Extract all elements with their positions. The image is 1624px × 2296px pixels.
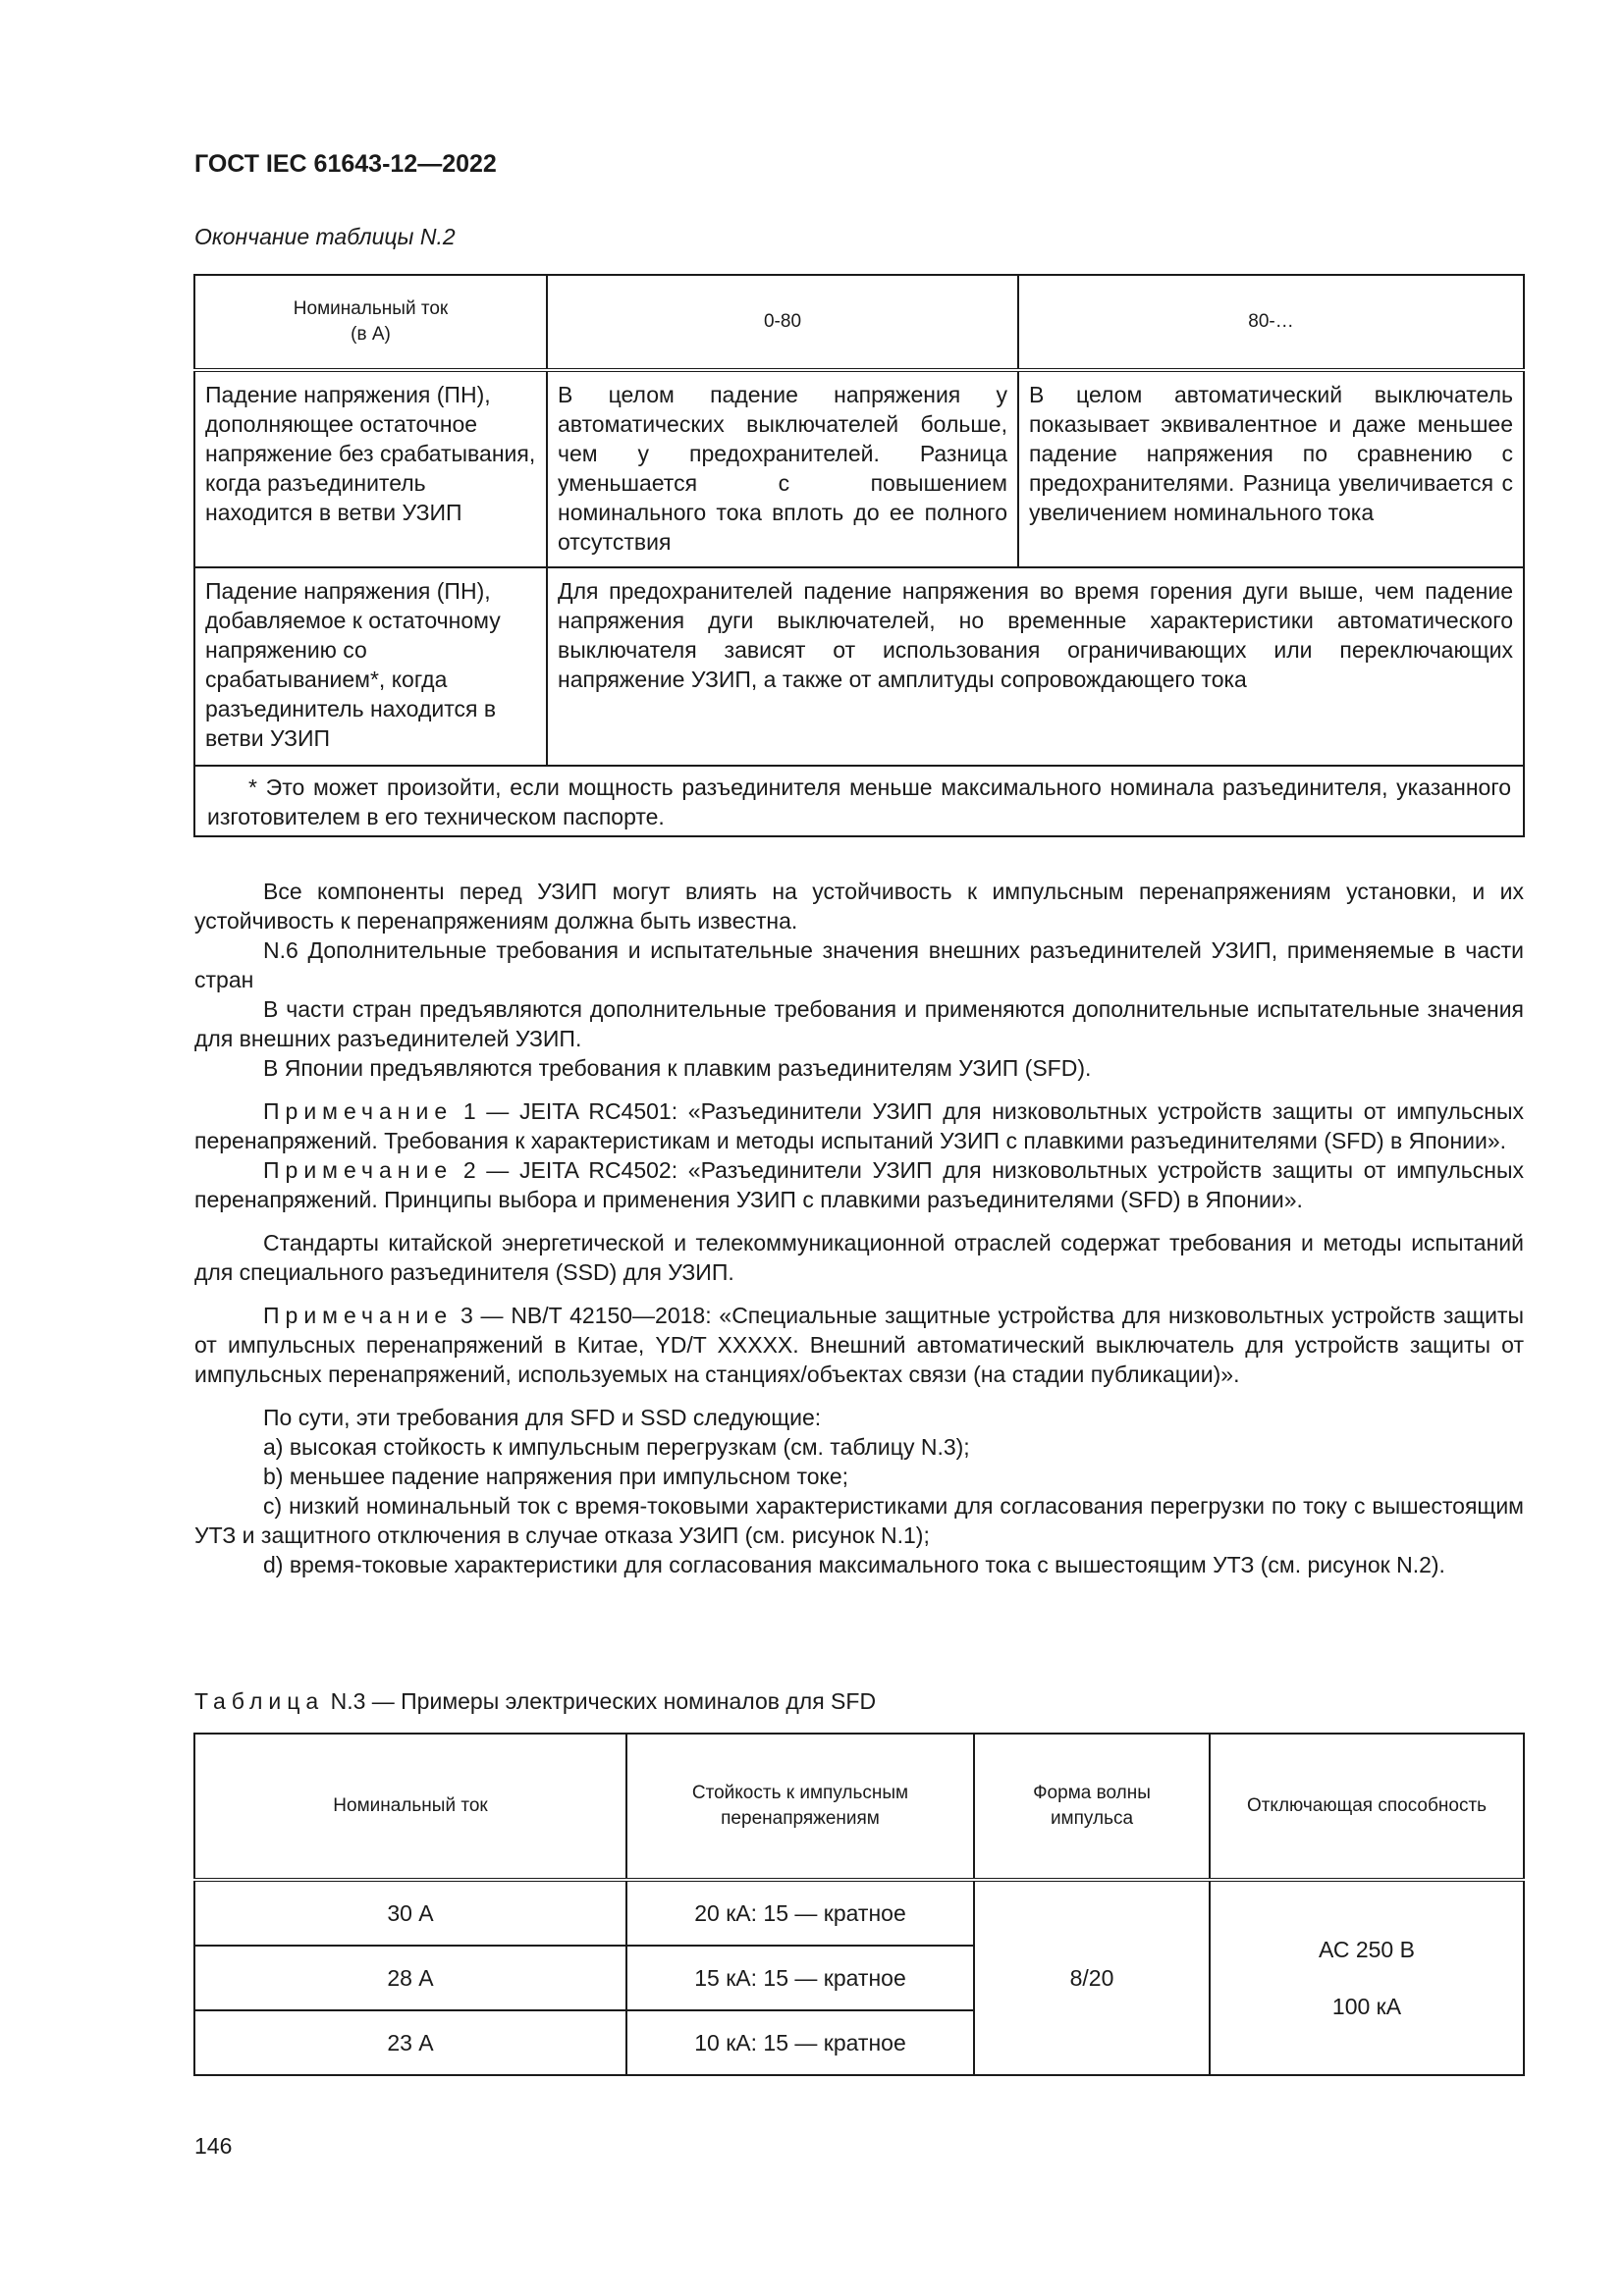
- header-breaking-capacity: Отключающая способность: [1210, 1734, 1524, 1880]
- table-n3-caption: [194, 1688, 876, 1715]
- note-text: 1 — JEITA RC4501: «Разъединители УЗИП для низковольтных устройств защиты от импульсных перенапряжений. Требования к характеристикам и методы испытаний УЗИП с плавкими разъединителями (SFD) в Японии».: [194, 1098, 1524, 1153]
- note-label: Примечание: [263, 1098, 454, 1124]
- header-surge-withstand: Стойкость к импульсным перенапряжениям: [626, 1734, 974, 1880]
- cell-waveform: 8/20: [974, 1880, 1210, 2075]
- paragraph: Все компоненты перед УЗИП могут влиять на устойчивость к импульсным перенапряжениям установки, и их устойчивость к перенапряжениям должна быть известна.: [194, 879, 1524, 934]
- note-label: Примечание: [263, 1157, 454, 1183]
- section-heading-n6: N.6 Дополнительные требования и испытательные значения внешних разъединителей УЗИП, применяемые в части стран: [194, 937, 1524, 992]
- list-item: c) низкий номинальный ток с время-токовыми характеристиками для согласования перегрузки по току с вышестоящим УТЗ и защитного отключения в случае отказа УЗИП (см. рисунок N.1);: [194, 1493, 1524, 1548]
- note-text: 2 — JEITA RC4502: «Разъединители УЗИП для низковольтных устройств защиты от импульсных перенапряжений. Принципы выбора и применения УЗИП с плавкими разъединителями (SFD) в Японии».: [194, 1157, 1524, 1212]
- list-item: a) высокая стойкость к импульсным перегрузкам (см. таблицу N.3);: [263, 1434, 970, 1460]
- table-row: [194, 370, 1524, 567]
- paragraph: По сути, эти требования для SFD и SSD следующие:: [263, 1405, 822, 1430]
- note-1: [194, 1096, 1524, 1155]
- row-label: Падение напряжения (ПН), добавляемое к остаточному напряжению со срабатыванием*, когда разъединитель находится в ветви УЗИП: [194, 567, 547, 766]
- body-text: [194, 877, 1524, 1579]
- table-header-row: [194, 275, 1524, 370]
- breaking-ka-value: 100 кА: [1331, 1994, 1402, 2019]
- paragraph: Стандарты китайской энергетической и телекоммуникационной отраслей содержат требования и методы испытаний для специального разъединителя (SSD) для УЗИП.: [194, 1230, 1524, 1285]
- table-header-row: [194, 1734, 1524, 1880]
- table-caption-text: N.3 — Примеры электрических номиналов для SFD: [324, 1688, 877, 1714]
- header-0-80: 0-80: [547, 275, 1018, 370]
- table-continuation-caption: Окончание таблицы N.2: [194, 224, 456, 249]
- row-label: Падение напряжения (ПН), дополняющее остаточное напряжение без срабатывания, когда разъединитель находится в ветви УЗИП: [194, 370, 547, 567]
- list-item: d) время-токовые характеристики для согласования максимального тока с вышестоящим УТЗ (см. рисунок N.2).: [263, 1552, 1445, 1577]
- list-item: b) меньшее падение напряжения при импульсном токе;: [263, 1464, 849, 1489]
- table-row: [194, 1880, 1524, 1946]
- cell-merged: Для предохранителей падение напряжения во время горения дуги выше, чем падение напряжения дуги выключателей, но временные характеристики автоматического выключателя зависят от использования ограничивающих или переключающих напряжение УЗИП, а также от амплитуды сопровождающего тока: [547, 567, 1524, 766]
- cell-current: 28 А: [194, 1946, 626, 2010]
- breaking-ac-value: АС 250 В: [1319, 1937, 1415, 1962]
- note-label: Примечание: [263, 1303, 454, 1328]
- header-rated-current: Номинальный ток: [194, 1734, 626, 1880]
- note-text: 3 — NB/T 42150—2018: «Специальные защитные устройства для низковольтных устройств защиты от импульсных перенапряжений в Китае, YD/T XXXXX. Внешний автоматический выключатель для устройств защиты от импульсных перенапряжений, используемых на станциях/объектах связи (на стадии публикации)».: [194, 1303, 1524, 1387]
- cell-80-plus: В целом автоматический выключатель показывает эквивалентное и даже меньшее падение напряжения по сравнению с предохранителями. Разница увеличивается с увеличением номинального тока: [1018, 370, 1524, 567]
- cell-current: 30 А: [194, 1880, 626, 1946]
- table-n2: [193, 274, 1525, 837]
- cell-0-80: В целом падение напряжения у автоматических выключателей больше, чем у предохранителей. Разница уменьшается с повышением номинального тока вплоть до ее полного отсутствия: [547, 370, 1018, 567]
- paragraph: В Японии предъявляются требования к плавким разъединителям УЗИП (SFD).: [263, 1055, 1092, 1081]
- header-rated-current: Номинальный ток (в А): [194, 275, 547, 370]
- table-footnote-row: [194, 766, 1524, 836]
- document-code: ГОСТ IEC 61643-12—2022: [194, 150, 497, 178]
- cell-withstand: 15 кА: 15 — кратное: [626, 1946, 974, 2010]
- paragraph: В части стран предъявляются дополнительные требования и применяются дополнительные испытательные значения для внешних разъединителей УЗИП.: [194, 996, 1524, 1051]
- table-caption-label: Таблица: [194, 1688, 325, 1714]
- table-n3: [193, 1733, 1525, 2076]
- table-row: [194, 567, 1524, 766]
- note-3: [194, 1301, 1524, 1389]
- cell-current: 23 А: [194, 2010, 626, 2075]
- cell-withstand: 10 кА: 15 — кратное: [626, 2010, 974, 2075]
- cell-breaking-capacity: [1210, 1880, 1524, 2075]
- page-number: 146: [194, 2133, 233, 2159]
- table-footnote: * Это может произойти, если мощность разъединителя меньше максимального номинала разъединителя, указанного изготовителем в его техническом паспорте.: [194, 766, 1524, 836]
- note-2: [194, 1155, 1524, 1214]
- cell-withstand: 20 кА: 15 — кратное: [626, 1880, 974, 1946]
- header-80-plus: 80-…: [1018, 275, 1524, 370]
- header-waveform: Форма волны импульса: [974, 1734, 1210, 1880]
